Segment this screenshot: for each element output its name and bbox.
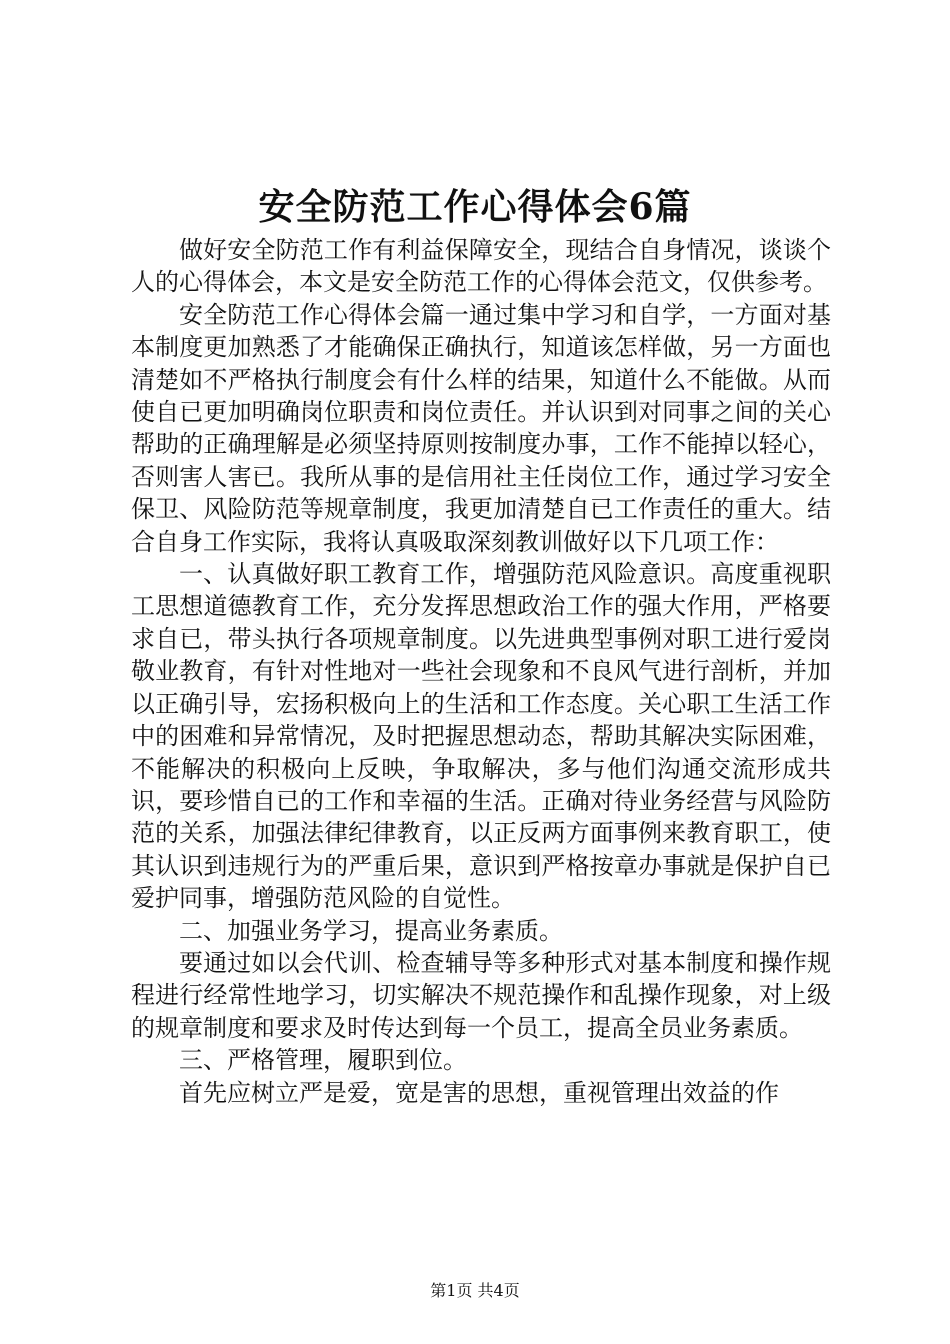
paragraph-part-one: 安全防范工作心得体会篇一通过集中学习和自学，一方面对基本制度更加熟悉了才能确保正确执行，知道该怎样做，另一方面也清楚如不严格执行制度会有什么样的结果，知道什么不能做。从而使自已更加明确岗位职责和岗位责任。并认识到对同事之间的关心帮助的正确理解是必须坚持原则按制度办事，工作不能掉以轻心，否则害人害已。我所从事的是信用社主任岗位工作，通过学习安全保卫、风险防范等规章制度，我更加清楚自已工作责任的重大。结合自身工作实际，我将认真吸取深刻教训做好以下几项工作： — [131, 300, 831, 556]
paragraph-item-one: 一、认真做好职工教育工作，增强防范风险意识。高度重视职工思想道德教育工作，充分发挥思想政治工作的强大作用，严格要求自已，带头执行各项规章制度。以先进典型事例对职工进行爱岗敬业教育，有针对性地对一些社会现象和不良风气进行剖析，并加以正确引导，宏扬积极向上的生活和工作态度。关心职工生活工作中的困难和异常情况，及时把握思想动态，帮助其解决实际困难，不能解决的积极向上反映，争取解决，多与他们沟通交流形成共识，要珍惜自已的工作和幸福的生活。正确对待业务经营与风险防范的关系，加强法律纪律教育，以正反两方面事例来教育职工，使其认识到违规行为的严重后果，意识到严格按章办事就是保护自已爱护同事，增强防范风险的自觉性。 — [131, 560, 831, 913]
paragraph-item-three-heading: 三、严格管理，履职到位。 — [179, 1046, 467, 1075]
paragraph-item-two-body: 要通过如以会代训、检查辅导等多种形式对基本制度和操作规程进行经常性地学习，切实解决不规范操作和乱操作现象，对上级的规章制度和要求及时传达到每一个员工，提高全员业务素质。 — [131, 948, 831, 1042]
paragraph-intro: 做好安全防范工作有利益保障安全，现结合自身情况，谈谈个人的心得体会，本文是安全防范工作的心得体会范文，仅供参考。 — [131, 236, 831, 297]
paragraph-item-three-body: 首先应树立严是爱，宽是害的思想，重视管理出效益的作 — [179, 1078, 779, 1107]
page-number-footer: 第1页 共4页 — [430, 1281, 520, 1300]
document-title: 安全防范工作心得体会6篇 — [258, 186, 692, 228]
paragraph-item-two-heading: 二、加强业务学习，提高业务素质。 — [179, 916, 563, 945]
document-body — [131, 234, 831, 1109]
